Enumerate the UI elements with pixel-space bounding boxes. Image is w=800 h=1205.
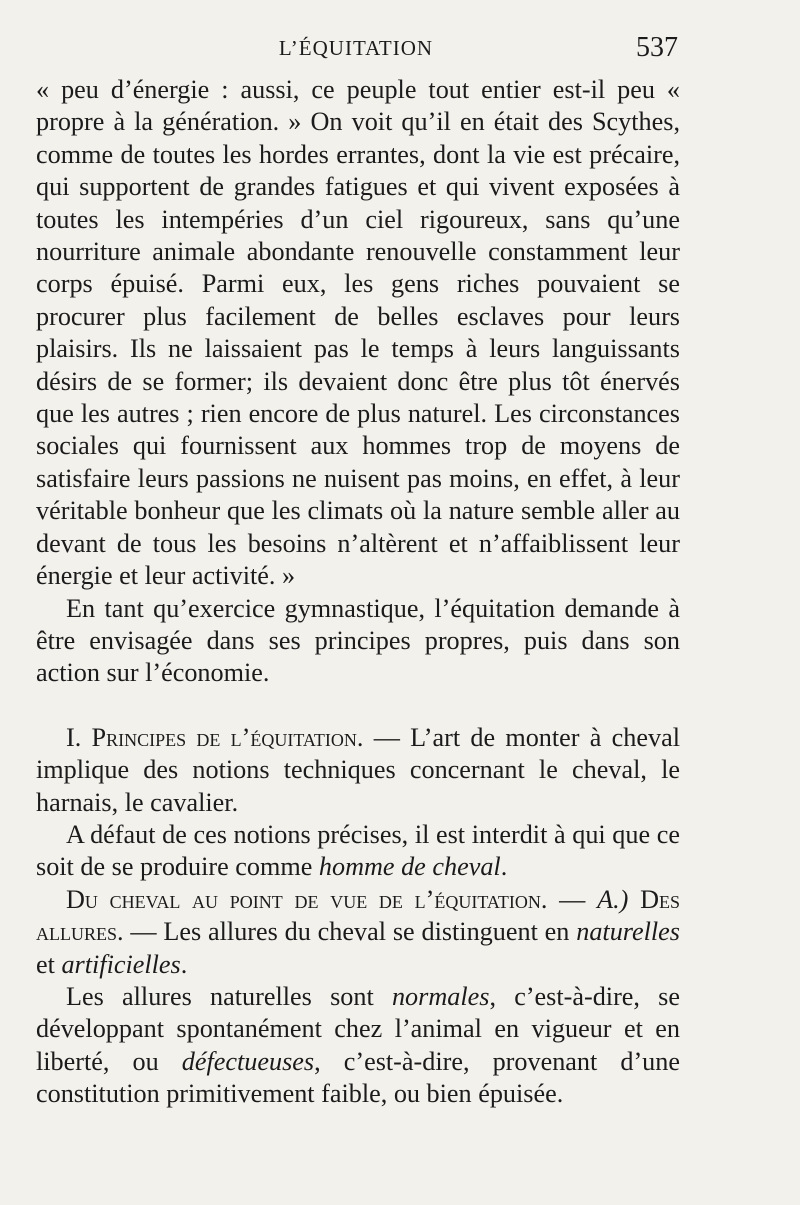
subsection-emphasis-artificielles: artificielles [61, 949, 181, 979]
subsection-heading: Du cheval au point de vue de l’équitation. [66, 884, 548, 914]
section-text: L’art de monter à cheval implique des notions techniques concernant le cheval, le harnais, le cavalier. [36, 722, 681, 817]
allures-emphasis-normales: normales [391, 981, 490, 1011]
section-dash: — [363, 722, 411, 752]
section-number: I. [66, 722, 82, 752]
subsection-cheval [36, 884, 680, 981]
paragraph-allures [36, 981, 680, 1111]
section-gap [36, 690, 680, 722]
running-title: L’ÉQUITATION [278, 36, 434, 60]
subsection-text-middle: et [36, 949, 62, 979]
notions-end: . [500, 852, 508, 882]
paragraph-gymnastique: En tant qu’exercice gymnastique, l’équitation demande à être envisagée dans ses principes propres, puis dans son action sur l’économie. [36, 593, 680, 688]
notions-emphasis: homme de cheval [318, 852, 501, 882]
subsection-dash: — [547, 884, 598, 914]
running-head [36, 32, 676, 68]
allures-text-three: , c’est-à-dire, provenant d’une constitution primitivement faible, ou bien épuisée. [36, 1046, 680, 1109]
notions-text: A défaut de ces notions précises, il est interdit à qui que ce soit de se produire comme [36, 819, 680, 882]
allures-text-two: , c’est-à-dire, se développant spontanément chez l’animal en vigueur et en liberté, ou [36, 981, 680, 1076]
subsection-dash-two: — [123, 917, 164, 947]
subsection-emphasis-naturelles: naturelles [576, 917, 680, 947]
page-number: 537 [636, 32, 678, 63]
body-text [36, 74, 680, 1111]
paragraph-quote: « peu d’énergie : aussi, ce peuple tout entier est-il peu « propre à la génération. » On voit qu’il en était des Scythes, comme de toutes les hordes errantes, dont la vie est précaire, qui supportent de grandes fatigues et qui vivent exposées à toutes les intempéries d’un ciel rigoureux, sans qu’une nourriture animale abondante renouvelle constamment leur corps épuisé. Parmi eux, les gens riches pouvaient se procurer plus facilement de belles esclaves pour leurs plaisirs. Ils ne laissaient pas le temps à leurs languissants désirs de se former; ils devaient donc être plus tôt énervés que les autres ; rien encore de plus naturel. Les circonstances sociales qui fournissent aux hommes trop de moyens de satisfaire leurs passions ne nuisent pas moins, en effet, à leur véritable bonheur que les climats où la nature semble aller au devant de tous les besoins n’altèrent et n’affaiblissent leur énergie et leur activité. » [36, 75, 680, 591]
subsection-subheading: Des allures. [36, 884, 681, 947]
subsection-end: . [180, 949, 188, 979]
allures-emphasis-defectueuses: défectueuses [181, 1046, 315, 1076]
section-principes [36, 722, 680, 819]
paragraph-notions [36, 819, 680, 884]
subsection-label: A.) [597, 884, 629, 914]
subsection-text: Les allures du cheval se distinguent en [163, 917, 577, 947]
allures-text-one: Les allures naturelles sont [66, 981, 392, 1011]
section-heading: Principes de l’équitation. [91, 722, 364, 752]
